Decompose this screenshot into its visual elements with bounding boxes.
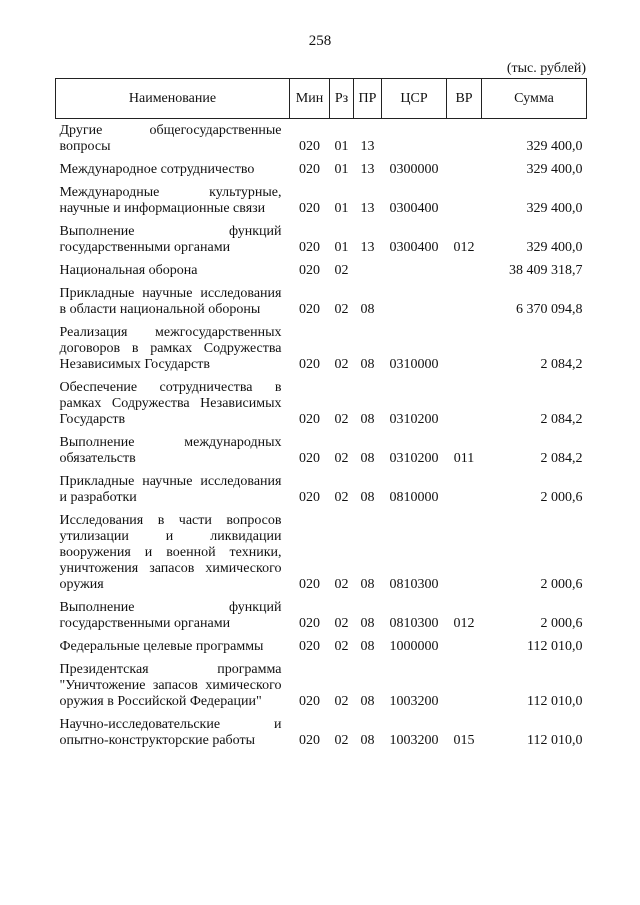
table-row xyxy=(56,635,587,658)
cell-rz: 02 xyxy=(334,577,349,592)
cell-pr: 08 xyxy=(360,412,375,427)
table-row xyxy=(56,158,587,181)
cell-min: 020 xyxy=(299,639,320,654)
cell-rz: 02 xyxy=(334,639,349,654)
cell-csr: 1003200 xyxy=(389,694,439,709)
cell-sum: 329 400,0 xyxy=(526,139,583,154)
cell-vr xyxy=(447,282,482,321)
header-csr: ЦСР xyxy=(382,79,447,119)
cell-name: Международное сотрудничество xyxy=(59,162,255,177)
cell-pr: 08 xyxy=(360,357,375,372)
cell-sum: 329 400,0 xyxy=(526,201,583,216)
cell-vr: 015 xyxy=(453,733,475,748)
cell-vr: 012 xyxy=(453,616,475,631)
table-row xyxy=(56,119,587,159)
cell-vr: 011 xyxy=(453,451,475,466)
cell-sum: 2 084,2 xyxy=(540,357,583,372)
table-row xyxy=(56,431,587,470)
cell-min: 020 xyxy=(299,616,320,631)
cell-name: Прикладные научные исследования в области национальной обороны xyxy=(59,286,282,317)
cell-name: Национальная оборона xyxy=(59,263,198,278)
cell-pr: 08 xyxy=(360,639,375,654)
cell-rz: 02 xyxy=(334,412,349,427)
table-row xyxy=(56,713,587,752)
cell-pr: 08 xyxy=(360,451,375,466)
cell-pr: 13 xyxy=(360,201,375,216)
cell-min: 020 xyxy=(299,162,320,177)
cell-rz: 01 xyxy=(334,162,349,177)
cell-csr: 0810000 xyxy=(389,490,439,505)
cell-pr: 08 xyxy=(360,616,375,631)
cell-rz: 01 xyxy=(334,201,349,216)
cell-min: 020 xyxy=(299,733,320,748)
cell-vr xyxy=(447,158,482,181)
cell-vr: 012 xyxy=(453,240,475,255)
cell-vr xyxy=(447,259,482,282)
cell-sum: 329 400,0 xyxy=(526,240,583,255)
cell-sum: 2 000,6 xyxy=(540,490,583,505)
cell-rz: 02 xyxy=(334,263,349,278)
cell-name: Выполнение функций государственными органами xyxy=(59,600,282,631)
cell-csr: 1003200 xyxy=(389,733,439,748)
cell-csr: 0810300 xyxy=(389,616,439,631)
cell-pr: 08 xyxy=(360,733,375,748)
cell-sum: 38 409 318,7 xyxy=(509,263,583,278)
cell-pr: 13 xyxy=(360,139,375,154)
cell-rz: 02 xyxy=(334,490,349,505)
cell-min: 020 xyxy=(299,302,320,317)
cell-pr: 08 xyxy=(360,302,375,317)
cell-csr: 0300400 xyxy=(389,201,439,216)
cell-csr xyxy=(382,282,447,321)
cell-vr xyxy=(447,181,482,220)
page-number: 258 xyxy=(308,33,332,49)
cell-name: Международные культурные, научные и информационные связи xyxy=(59,185,282,216)
cell-name: Президентская программа "Уничтожение запасов химического оружия в Российской Федерации" xyxy=(59,662,282,709)
cell-name: Обеспечение сотрудничества в рамках Содружества Независимых Государств xyxy=(59,380,282,427)
cell-vr xyxy=(447,321,482,376)
cell-name: Прикладные научные исследования и разработки xyxy=(59,474,282,505)
cell-name: Реализация межгосударственных договоров в рамках Содружества Независимых Государств xyxy=(59,325,282,372)
header-rz: Рз xyxy=(330,79,354,119)
cell-csr xyxy=(382,119,447,159)
table-row xyxy=(56,220,587,259)
cell-vr xyxy=(447,470,482,509)
header-pr: ПР xyxy=(354,79,382,119)
cell-name: Другие общегосударственные вопросы xyxy=(59,123,282,154)
cell-sum: 329 400,0 xyxy=(526,162,583,177)
cell-pr: 13 xyxy=(360,240,375,255)
cell-name: Исследования в части вопросов утилизации и ликвидации вооружения и военной техники, уничтожения запасов химического оружия xyxy=(59,513,282,592)
header-vr: ВР xyxy=(447,79,482,119)
table-row xyxy=(56,181,587,220)
cell-rz: 02 xyxy=(334,733,349,748)
table-row xyxy=(56,321,587,376)
cell-vr xyxy=(447,635,482,658)
cell-rz: 01 xyxy=(334,240,349,255)
cell-min: 020 xyxy=(299,201,320,216)
cell-pr xyxy=(354,259,382,282)
table-header-row xyxy=(56,79,587,119)
cell-min: 020 xyxy=(299,263,320,278)
cell-sum: 2 084,2 xyxy=(540,412,583,427)
cell-pr: 13 xyxy=(360,162,375,177)
header-sum: Сумма xyxy=(482,79,587,119)
table-row xyxy=(56,470,587,509)
table-row xyxy=(56,658,587,713)
cell-sum: 2 000,6 xyxy=(540,616,583,631)
cell-pr: 08 xyxy=(360,694,375,709)
cell-rz: 02 xyxy=(334,357,349,372)
cell-pr: 08 xyxy=(360,577,375,592)
cell-min: 020 xyxy=(299,240,320,255)
cell-csr: 0810300 xyxy=(389,577,439,592)
cell-min: 020 xyxy=(299,577,320,592)
cell-sum: 6 370 094,8 xyxy=(516,302,583,317)
cell-sum: 2 084,2 xyxy=(540,451,583,466)
table-row xyxy=(56,509,587,596)
cell-min: 020 xyxy=(299,357,320,372)
cell-csr: 0310000 xyxy=(389,357,439,372)
cell-min: 020 xyxy=(299,694,320,709)
cell-vr xyxy=(447,376,482,431)
cell-min: 020 xyxy=(299,490,320,505)
cell-csr: 1000000 xyxy=(389,639,439,654)
cell-sum: 112 010,0 xyxy=(527,639,583,654)
table-row xyxy=(56,259,587,282)
cell-rz: 01 xyxy=(334,139,349,154)
cell-pr: 08 xyxy=(360,490,375,505)
cell-sum: 2 000,6 xyxy=(540,577,583,592)
cell-csr xyxy=(382,259,447,282)
budget-table xyxy=(55,78,587,752)
cell-name: Научно-исследовательские и опытно-конструкторские работы xyxy=(59,717,282,748)
cell-vr xyxy=(447,509,482,596)
cell-csr: 0300400 xyxy=(389,240,439,255)
cell-name: Выполнение функций государственными органами xyxy=(59,224,282,255)
cell-name: Федеральные целевые программы xyxy=(59,639,264,654)
cell-sum: 112 010,0 xyxy=(527,694,583,709)
header-min: Мин xyxy=(290,79,330,119)
cell-min: 020 xyxy=(299,412,320,427)
cell-rz: 02 xyxy=(334,616,349,631)
cell-min: 020 xyxy=(299,139,320,154)
table-row xyxy=(56,376,587,431)
cell-rz: 02 xyxy=(334,694,349,709)
table-row xyxy=(56,596,587,635)
cell-rz: 02 xyxy=(334,302,349,317)
table-row xyxy=(56,282,587,321)
cell-csr: 0300000 xyxy=(389,162,439,177)
cell-vr xyxy=(447,658,482,713)
units-label: (тыс. рублей) xyxy=(506,61,586,76)
cell-name: Выполнение международных обязательств xyxy=(59,435,282,466)
cell-vr xyxy=(447,119,482,159)
cell-csr: 0310200 xyxy=(389,451,439,466)
cell-min: 020 xyxy=(299,451,320,466)
header-name: Наименование xyxy=(56,79,290,119)
cell-rz: 02 xyxy=(334,451,349,466)
cell-sum: 112 010,0 xyxy=(527,733,583,748)
cell-csr: 0310200 xyxy=(389,412,439,427)
